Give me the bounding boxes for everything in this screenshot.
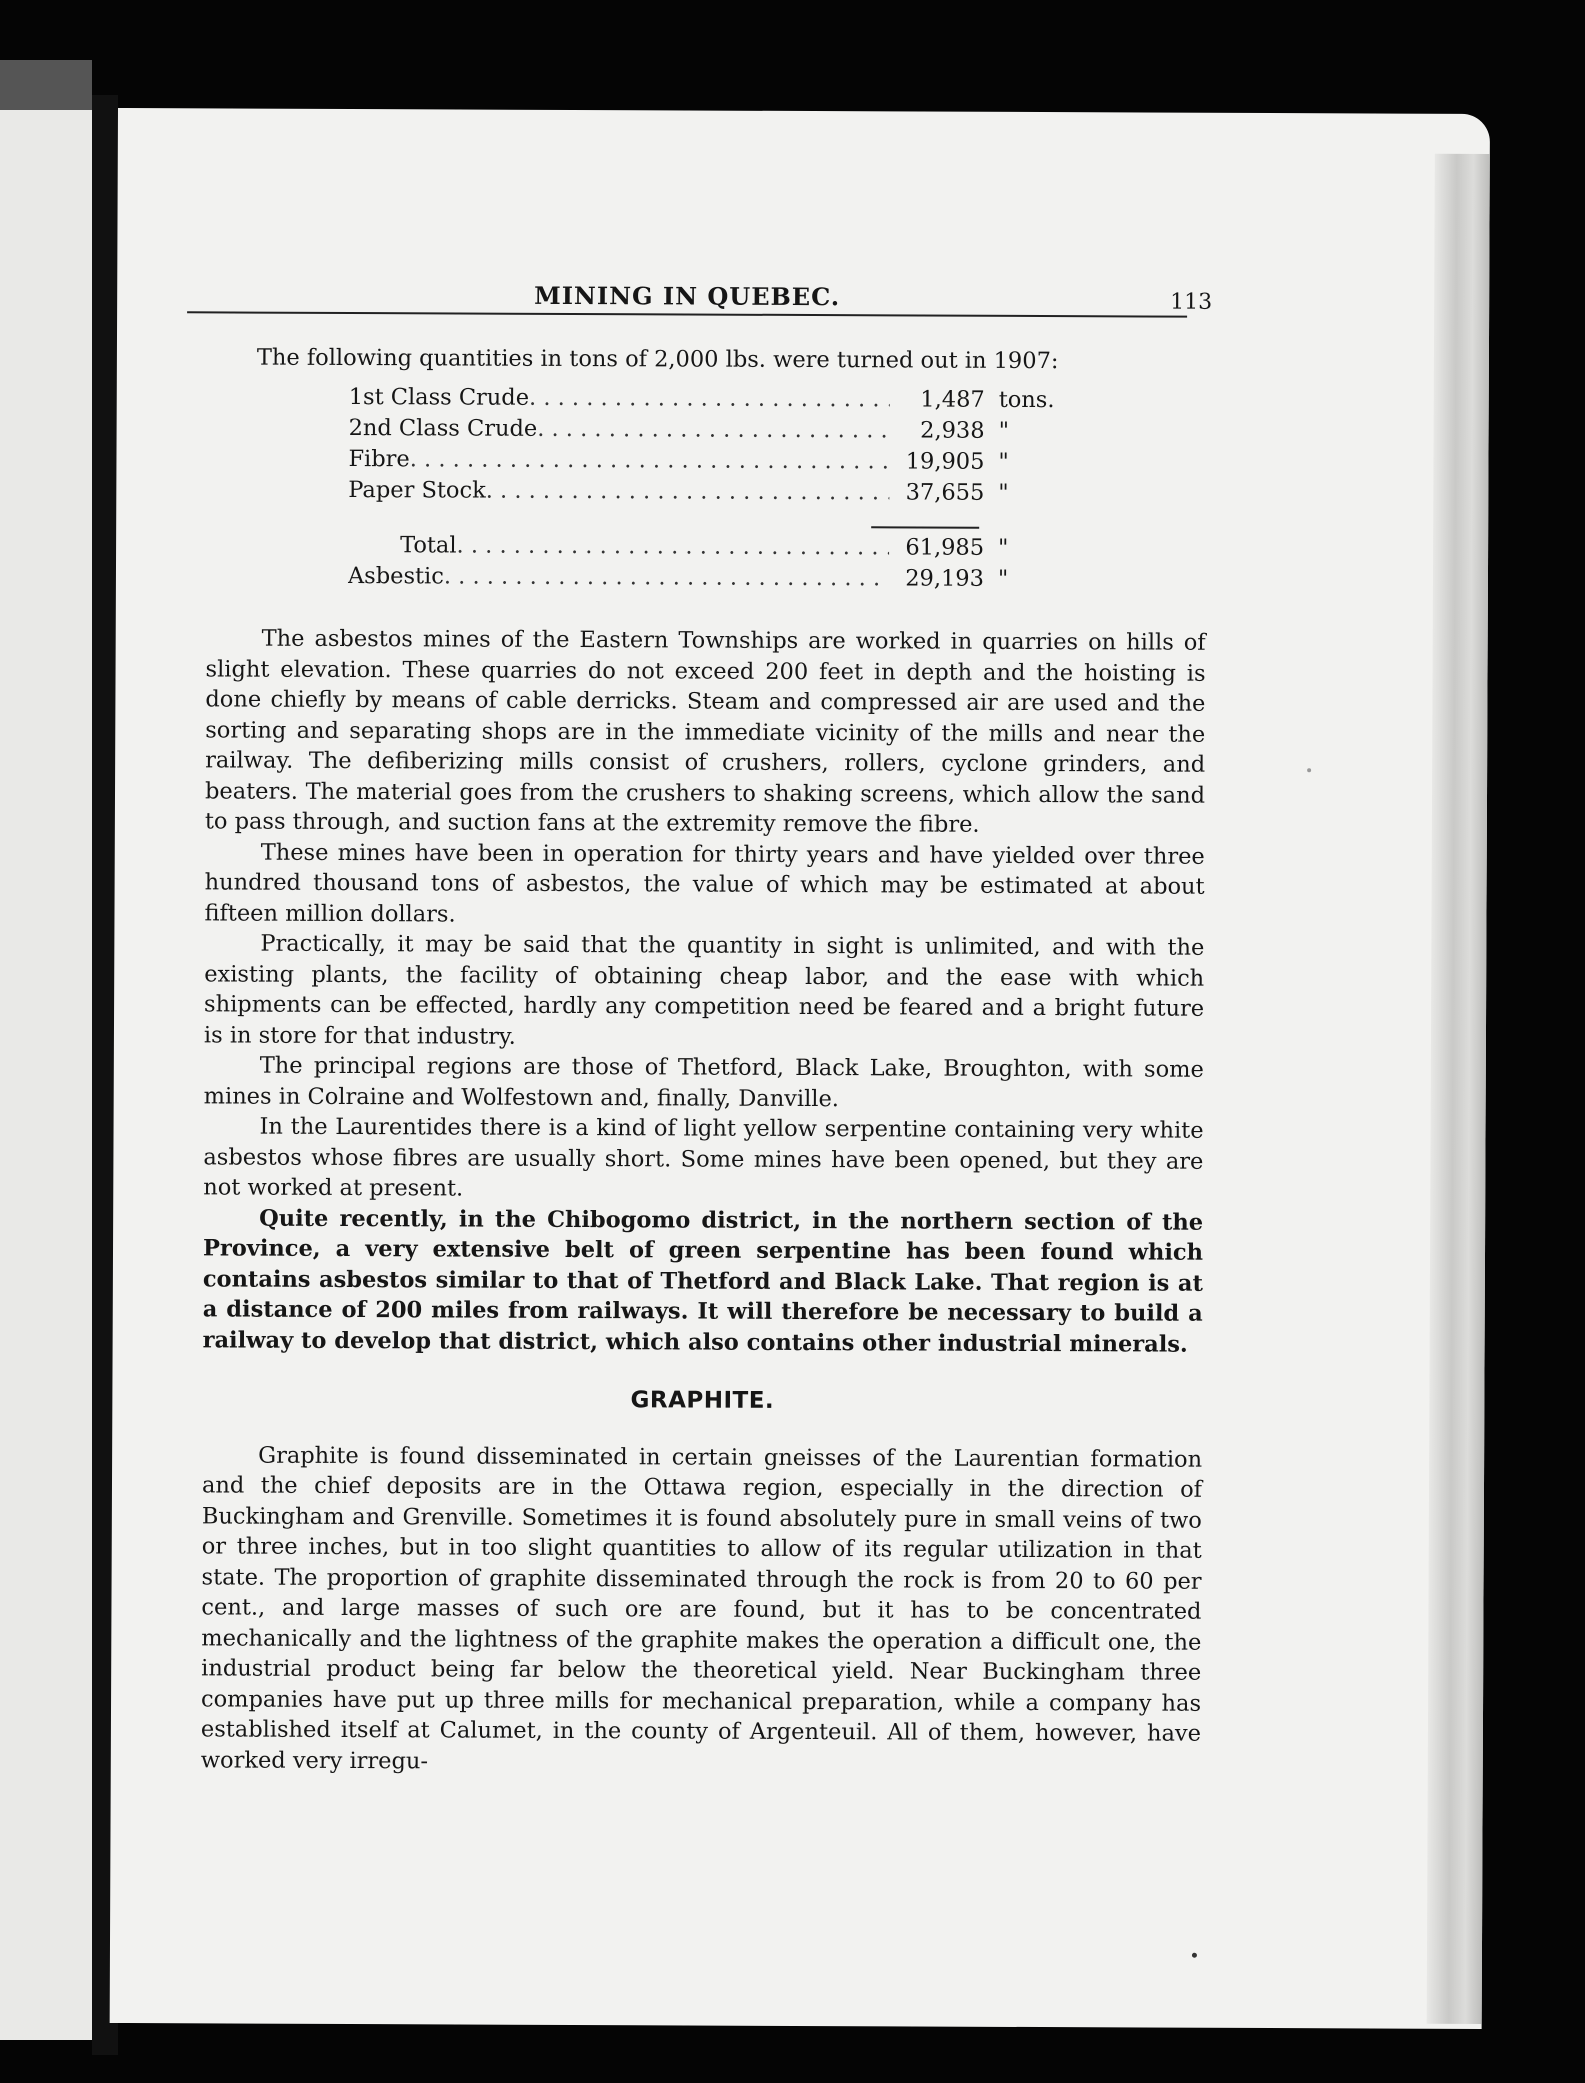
facing-page-edge — [0, 60, 92, 2040]
table-row — [349, 413, 1069, 447]
asbestic-unit: " — [997, 565, 1009, 592]
row-label: 2nd Class Crude — [348, 415, 538, 442]
total-row — [348, 530, 1068, 564]
leader-dots — [444, 561, 889, 594]
total-value: 61,985 — [905, 534, 985, 561]
paragraph-laurentides: In the Laurentides there is a kind of light yellow serpentine containing very white asbestos whose fibres are usually short. Some mines have been opened, but they are not worked at present. — [203, 1113, 1204, 1202]
paragraph-operation: These mines have been in operation for thirty years and have yielded over three hundred thousand tons of asbestos, the value of which may be estimated at about fifteen million dollars. — [204, 839, 1205, 927]
total-unit: " — [998, 534, 1009, 561]
row-value: 37,655 — [905, 479, 985, 506]
leader-dots — [486, 476, 890, 509]
leader-dots — [456, 530, 889, 563]
asbestic-row — [348, 561, 1068, 595]
table-row — [348, 475, 1068, 509]
book-page — [110, 108, 1490, 2029]
dust-speck — [1192, 1953, 1197, 1958]
asbestic-value: 29,193 — [905, 565, 985, 592]
row-value: 2,938 — [920, 417, 985, 444]
row-unit: tons. — [998, 386, 1055, 414]
table-row — [349, 382, 1069, 416]
leader-dots — [529, 383, 890, 416]
production-table — [348, 382, 1069, 595]
row-unit: " — [998, 417, 1010, 444]
paragraph-outlook: Practically, it may be said that the quantity in sight is unlimited, and with the existing plants, the facility of obtaining cheap labor, and the ease with which shipments can be effected, hardly any competition need be feared and a bright future is in store for that industry. — [203, 930, 1205, 1050]
running-header — [187, 273, 1213, 317]
page-content — [200, 273, 1213, 1779]
row-unit: " — [998, 479, 1009, 506]
paragraph-graphite: Graphite is found disseminated in certain gneisses of the Laurentian formation and the chief deposits are in the Ottawa region, especially in the direction of Buckingham and Grenville. Sometimes it is found absolutely pure in small veins of two or three inches, but in too slight quantities to allow of its regular utilization in that state. The proportion of graphite disseminated through the rock is from 20 to 60 per cent., and large masses of such ore are found, but it has to be concentrated mechanically and the lightness of the graphite makes the operation a difficult one, the industrial product being far below the theoretical yield. Near Buckingham three companies have put up three mills for mechanical preparation, while a company has established itself at Calumet, in the county of Argenteuil. All of them, however, have worked very irregu- — [200, 1442, 1203, 1774]
leader-dots — [410, 444, 890, 477]
row-label: Paper Stock — [348, 477, 486, 504]
row-label: 1st Class Crude — [348, 384, 530, 411]
page-edge-stack — [1427, 154, 1490, 2024]
running-title: MINING IN QUEBEC. — [534, 280, 841, 312]
row-unit: " — [998, 448, 1009, 475]
paragraph-asbestos-mines: The asbestos mines of the Eastern Townships are worked in quarries on hills of slight elevation. These quarries do not exceed 200 feet in depth and the hoisting is done chiefly by means of cable derricks. Steam and compressed air are used and the sorting and separating shops are in the immediate vicinity of the mills and near the railway. The defiberizing mills consist of crushers, rollers, cyclone grinders, and beaters. The material goes from the crushers to shaking screens, which allow the sand to pass through, and suction fans at the extremity remove the fibre. — [204, 625, 1206, 838]
facing-page-shadow — [0, 60, 92, 110]
asbestic-label: Asbestic — [347, 563, 444, 590]
paragraph-regions: The principal regions are those of Thetford, Black Lake, Broughton, with some mines in Colraine and Wolfestown and, finally, Danville. — [203, 1052, 1204, 1112]
sum-rule — [871, 526, 979, 528]
row-label: Fibre — [348, 446, 410, 473]
section-heading-graphite: GRAPHITE. — [630, 1387, 775, 1414]
leader-dots — [537, 414, 890, 447]
row-value: 19,905 — [905, 448, 985, 475]
page-number: 113 — [1170, 289, 1213, 315]
body-text — [201, 623, 1206, 1779]
table-intro: The following quantities in tons of 2,000 lbs. were turned out in 1907: — [256, 344, 1059, 375]
total-label: Total — [400, 532, 457, 559]
paragraph-chibogomo: Quite recently, in the Chibogomo district, in the northern section of the Province, a very extensive belt of green serpentine has been found which contains asbestos similar to that of Thetford and Black Lake. That region is at a distance of 200 miles from railways. It will therefore be necessary to build a railway to develop that district, which also contains other industrial minerals. — [202, 1205, 1204, 1358]
row-value: 1,487 — [920, 386, 985, 413]
dust-speck — [1307, 768, 1311, 772]
table-row — [348, 444, 1068, 478]
